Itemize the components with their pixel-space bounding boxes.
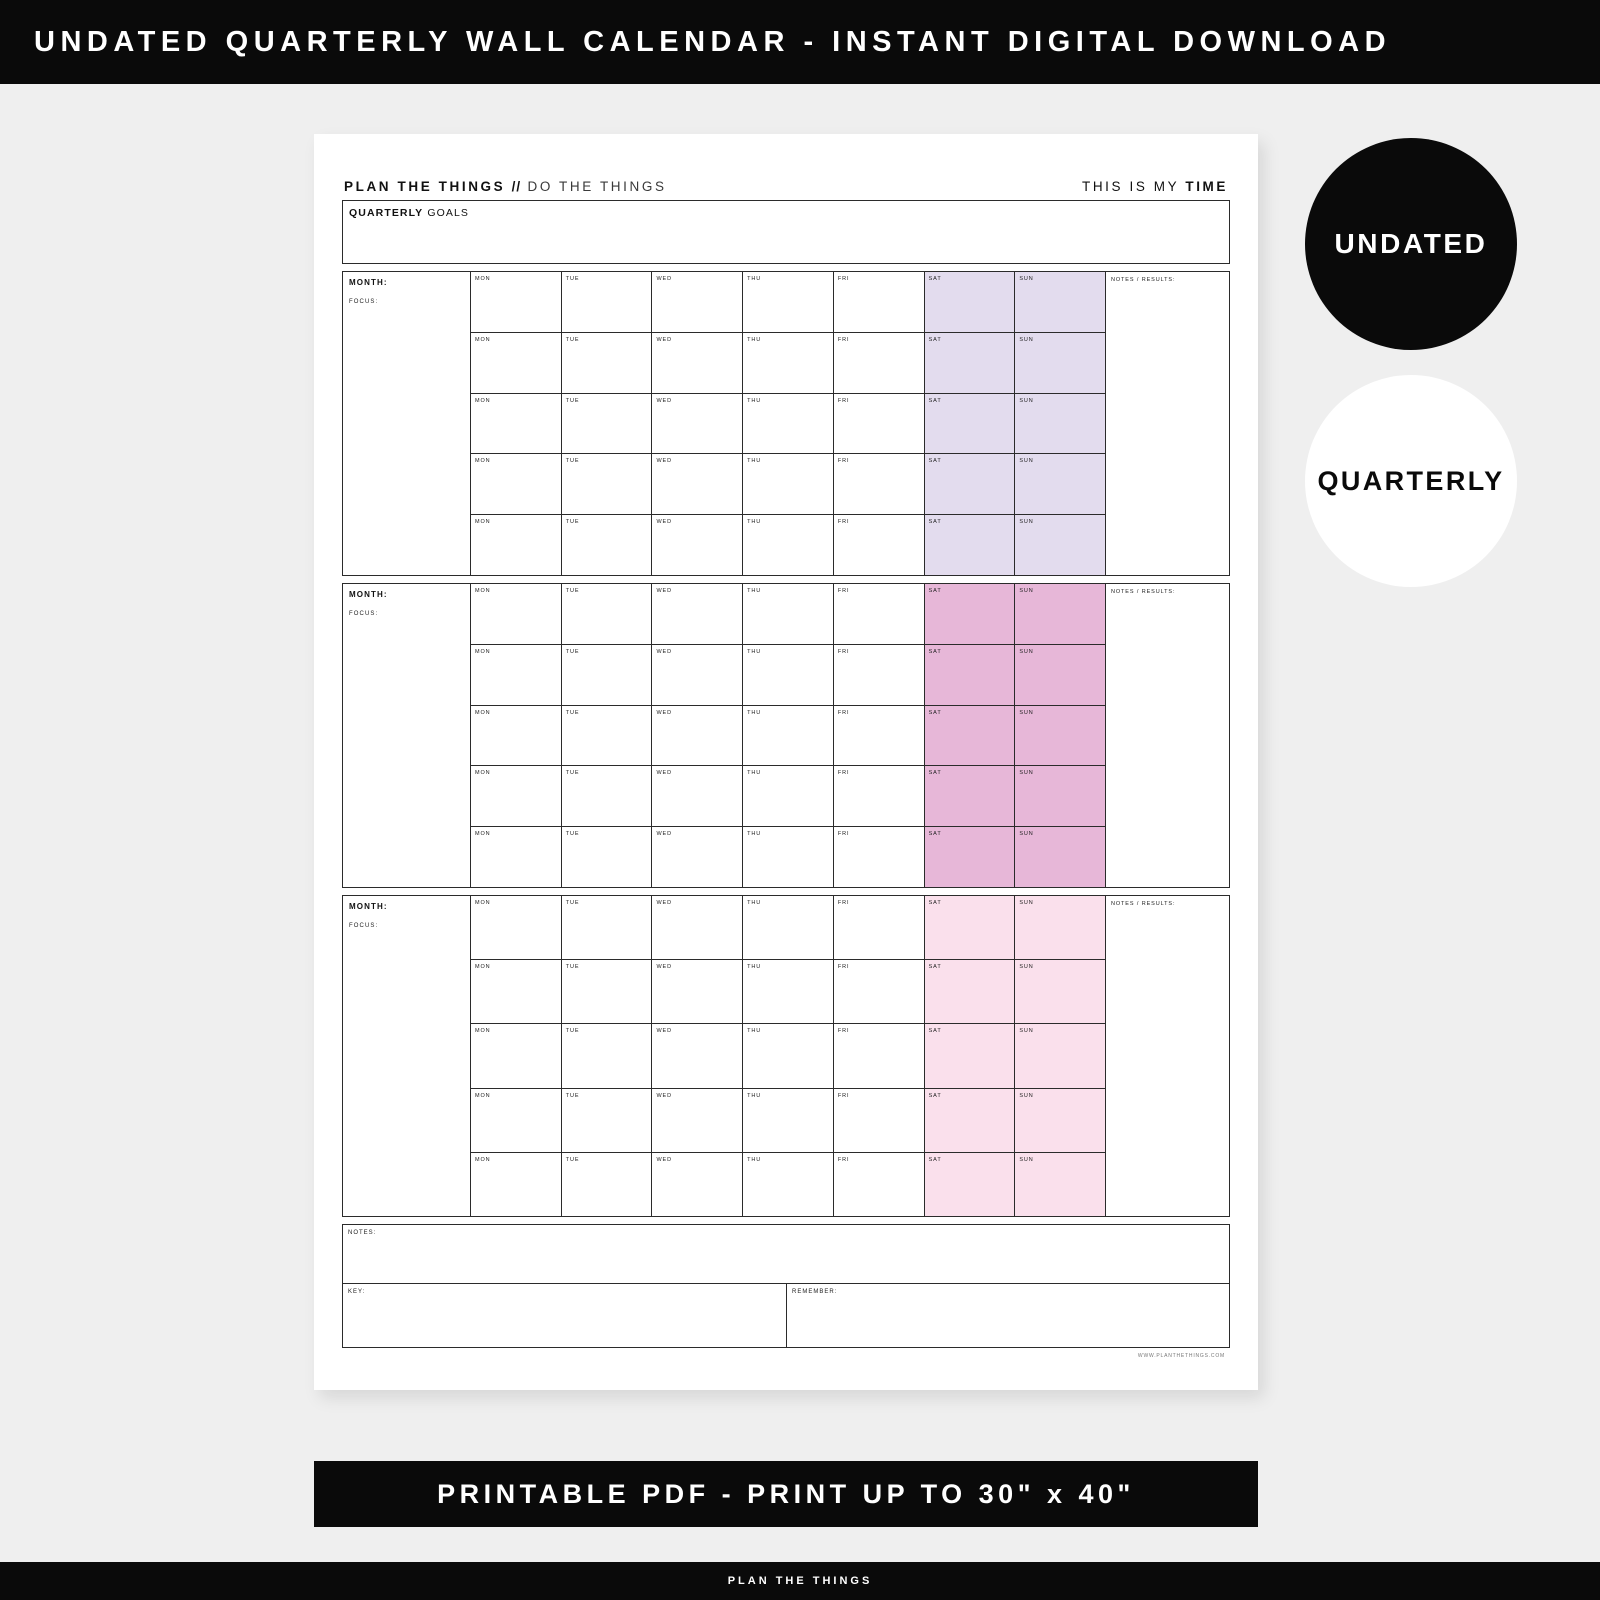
- header-tagline: DO THE THINGS: [527, 179, 667, 194]
- month-block: [342, 583, 1230, 888]
- weekday-label: MON: [475, 397, 491, 404]
- page-header: [342, 158, 1230, 194]
- week-row: [471, 454, 1105, 515]
- day-cell[interactable]: [1015, 1089, 1105, 1152]
- day-cell[interactable]: [834, 1153, 925, 1216]
- top-banner: [0, 0, 1600, 84]
- day-cell[interactable]: [652, 1024, 743, 1087]
- key-box[interactable]: [343, 1284, 787, 1347]
- week-row: [471, 827, 1105, 887]
- bottom-banner-text: PLAN THE THINGS: [727, 1575, 873, 1587]
- weekday-label: SUN: [1019, 770, 1034, 777]
- weekday-label: MON: [475, 458, 491, 465]
- day-cell[interactable]: [925, 827, 1016, 887]
- quarterly-goals-label-bold: QUARTERLY: [349, 207, 424, 219]
- weekday-label: WED: [656, 964, 672, 971]
- day-cell[interactable]: [562, 960, 653, 1023]
- weekday-label: WED: [656, 588, 672, 594]
- day-cell[interactable]: [925, 454, 1016, 514]
- weekday-label: WED: [656, 458, 672, 465]
- weekday-label: MON: [475, 336, 491, 343]
- weekday-label: SUN: [1019, 964, 1034, 971]
- day-cell[interactable]: [925, 896, 1016, 959]
- day-cell[interactable]: [471, 333, 562, 393]
- page-header-right: [1082, 179, 1228, 194]
- header-right-bold: TIME: [1185, 179, 1228, 194]
- weekday-label: SAT: [928, 648, 942, 655]
- month-label: MONTH:: [349, 278, 388, 287]
- day-cell[interactable]: [562, 272, 653, 332]
- week-row: [471, 584, 1105, 645]
- weekday-label: FRI: [837, 831, 850, 838]
- month-grid: [471, 896, 1105, 1216]
- weekday-label: WED: [656, 1028, 672, 1035]
- day-cell[interactable]: [652, 896, 743, 959]
- weekday-label: FRI: [837, 1092, 850, 1099]
- day-cell[interactable]: [471, 960, 562, 1023]
- weekday-label: FRI: [837, 709, 850, 716]
- weekday-label: FRI: [837, 964, 850, 971]
- weekday-label: THU: [747, 964, 762, 971]
- weekday-label: WED: [656, 276, 672, 282]
- day-cell[interactable]: [471, 827, 562, 887]
- weekday-label: WED: [656, 397, 672, 404]
- weekday-label: THU: [747, 588, 762, 594]
- day-cell[interactable]: [743, 766, 834, 826]
- weekday-label: TUE: [565, 397, 580, 404]
- day-cell[interactable]: [743, 827, 834, 887]
- day-cell[interactable]: [743, 1153, 834, 1216]
- calendar-page: [314, 134, 1258, 1390]
- day-cell[interactable]: [652, 766, 743, 826]
- day-cell[interactable]: [562, 454, 653, 514]
- day-cell[interactable]: [834, 827, 925, 887]
- day-cell[interactable]: [925, 394, 1016, 454]
- day-cell[interactable]: [652, 394, 743, 454]
- day-cell[interactable]: [652, 1089, 743, 1152]
- day-cell[interactable]: [1015, 1153, 1105, 1216]
- month-info-column[interactable]: [343, 896, 471, 1216]
- day-cell[interactable]: [652, 584, 743, 644]
- week-row: [471, 896, 1105, 960]
- week-row: [471, 1153, 1105, 1216]
- weekday-label: SAT: [928, 1092, 942, 1099]
- weekday-label: FRI: [837, 397, 850, 404]
- weekday-label: FRI: [837, 336, 850, 343]
- weekday-label: SUN: [1019, 276, 1034, 282]
- weekday-label: THU: [747, 831, 762, 838]
- weekday-label: SAT: [928, 831, 942, 838]
- weekday-label: SAT: [928, 336, 942, 343]
- weekday-label: SAT: [928, 276, 942, 282]
- day-cell[interactable]: [562, 394, 653, 454]
- day-cell[interactable]: [652, 827, 743, 887]
- weekday-label: SUN: [1019, 336, 1034, 343]
- day-cell[interactable]: [562, 645, 653, 705]
- day-cell[interactable]: [834, 960, 925, 1023]
- day-cell[interactable]: [471, 766, 562, 826]
- day-cell[interactable]: [652, 515, 743, 575]
- notes-results-label: NOTES / RESULTS:: [1111, 589, 1176, 595]
- day-cell[interactable]: [1015, 960, 1105, 1023]
- weekday-label: MON: [475, 1092, 491, 1099]
- weekday-label: SUN: [1019, 900, 1034, 906]
- weekday-label: TUE: [565, 336, 580, 343]
- weekday-label: FRI: [837, 648, 850, 655]
- weekday-label: SUN: [1019, 1156, 1034, 1163]
- weekday-label: THU: [747, 458, 762, 465]
- weekday-label: TUE: [565, 519, 580, 526]
- weekday-label: TUE: [565, 588, 580, 594]
- weekday-label: MON: [475, 709, 491, 716]
- day-cell[interactable]: [925, 645, 1016, 705]
- weekday-label: SAT: [928, 709, 942, 716]
- month-notes-column[interactable]: [1105, 896, 1229, 1216]
- day-cell[interactable]: [1015, 766, 1105, 826]
- notes-label: NOTES:: [348, 1230, 377, 1236]
- weekday-label: MON: [475, 770, 491, 777]
- weekday-label: TUE: [565, 831, 580, 838]
- day-cell[interactable]: [652, 1153, 743, 1216]
- weekday-label: SAT: [928, 588, 942, 594]
- weekday-label: MON: [475, 588, 491, 594]
- weekday-label: SAT: [928, 964, 942, 971]
- weekday-label: TUE: [565, 709, 580, 716]
- weekday-label: SUN: [1019, 709, 1034, 716]
- day-cell[interactable]: [834, 706, 925, 766]
- weekday-label: THU: [747, 709, 762, 716]
- weekday-label: FRI: [837, 1156, 850, 1163]
- month-block: [342, 895, 1230, 1217]
- weekday-label: FRI: [837, 458, 850, 465]
- weekday-label: SUN: [1019, 519, 1034, 526]
- day-cell[interactable]: [562, 1024, 653, 1087]
- weekday-label: FRI: [837, 770, 850, 777]
- month-grid: [471, 272, 1105, 575]
- day-cell[interactable]: [1015, 645, 1105, 705]
- month-grid: [471, 584, 1105, 887]
- quarterly-goals-box[interactable]: [342, 200, 1230, 264]
- weekday-label: TUE: [565, 1028, 580, 1035]
- day-cell[interactable]: [743, 454, 834, 514]
- day-cell[interactable]: [743, 394, 834, 454]
- weekday-label: MON: [475, 648, 491, 655]
- day-cell[interactable]: [743, 896, 834, 959]
- day-cell[interactable]: [562, 515, 653, 575]
- day-cell[interactable]: [652, 333, 743, 393]
- weekday-label: FRI: [837, 519, 850, 526]
- day-cell[interactable]: [834, 1089, 925, 1152]
- key-label: KEY:: [348, 1289, 366, 1295]
- week-row: [471, 766, 1105, 827]
- weekday-label: MON: [475, 1156, 491, 1163]
- weekday-label: TUE: [565, 648, 580, 655]
- day-cell[interactable]: [834, 1024, 925, 1087]
- focus-label: FOCUS:: [349, 299, 379, 305]
- day-cell[interactable]: [652, 960, 743, 1023]
- remember-box[interactable]: [787, 1284, 1229, 1359]
- day-cell[interactable]: [471, 645, 562, 705]
- header-separator: //: [511, 179, 522, 194]
- day-cell[interactable]: [1015, 706, 1105, 766]
- weekday-label: FRI: [837, 276, 850, 282]
- weekday-label: TUE: [565, 964, 580, 971]
- day-cell[interactable]: [925, 1089, 1016, 1152]
- weekday-label: THU: [747, 648, 762, 655]
- day-cell[interactable]: [652, 706, 743, 766]
- badge-undated-label: UNDATED: [1334, 228, 1488, 259]
- week-row: [471, 333, 1105, 394]
- month-label: MONTH:: [349, 590, 388, 599]
- weekday-label: SAT: [928, 900, 942, 906]
- weekday-label: TUE: [565, 1092, 580, 1099]
- day-cell[interactable]: [834, 454, 925, 514]
- notes-results-label: NOTES / RESULTS:: [1111, 277, 1176, 283]
- day-cell[interactable]: [743, 706, 834, 766]
- calendar-page-content: [342, 158, 1230, 1366]
- weekday-label: SAT: [928, 397, 942, 404]
- weekday-label: TUE: [565, 900, 580, 906]
- weekday-label: SAT: [928, 1028, 942, 1035]
- weekday-label: SUN: [1019, 458, 1034, 465]
- day-cell[interactable]: [834, 896, 925, 959]
- badge-quarterly: [1305, 375, 1517, 587]
- day-cell[interactable]: [652, 454, 743, 514]
- month-blocks: [342, 271, 1230, 1217]
- weekday-label: FRI: [837, 588, 850, 594]
- quarterly-goals-label: [349, 207, 469, 219]
- day-cell[interactable]: [471, 272, 562, 332]
- weekday-label: WED: [656, 336, 672, 343]
- day-cell[interactable]: [925, 1024, 1016, 1087]
- weekday-label: SUN: [1019, 397, 1034, 404]
- month-info-column[interactable]: [343, 272, 471, 575]
- printable-pdf-banner-text: PRINTABLE PDF - PRINT UP TO 30" x 40": [437, 1478, 1135, 1509]
- weekday-label: SAT: [928, 1156, 942, 1163]
- day-cell[interactable]: [743, 333, 834, 393]
- focus-label: FOCUS:: [349, 611, 379, 617]
- weekday-label: SUN: [1019, 588, 1034, 594]
- day-cell[interactable]: [834, 272, 925, 332]
- week-row: [471, 645, 1105, 706]
- weekday-label: MON: [475, 964, 491, 971]
- brand-title: PLAN THE THINGS: [344, 179, 506, 194]
- notes-results-label: NOTES / RESULTS:: [1111, 901, 1176, 907]
- weekday-label: WED: [656, 648, 672, 655]
- week-row: [471, 1024, 1105, 1088]
- day-cell[interactable]: [743, 1089, 834, 1152]
- weekday-label: WED: [656, 900, 672, 906]
- weekday-label: THU: [747, 397, 762, 404]
- day-cell[interactable]: [834, 394, 925, 454]
- weekday-label: SUN: [1019, 1028, 1034, 1035]
- weekday-label: MON: [475, 1028, 491, 1035]
- day-cell[interactable]: [1015, 896, 1105, 959]
- day-cell[interactable]: [743, 645, 834, 705]
- weekday-label: FRI: [837, 900, 850, 906]
- week-row: [471, 515, 1105, 575]
- day-cell[interactable]: [652, 272, 743, 332]
- day-cell[interactable]: [652, 645, 743, 705]
- day-cell[interactable]: [925, 333, 1016, 393]
- weekday-label: SUN: [1019, 831, 1034, 838]
- header-right-light: THIS IS MY: [1081, 179, 1179, 194]
- top-banner-text: UNDATED QUARTERLY WALL CALENDAR - INSTANT DIGITAL DOWNLOAD: [34, 25, 1392, 58]
- day-cell[interactable]: [925, 960, 1016, 1023]
- day-cell[interactable]: [471, 454, 562, 514]
- month-notes-column[interactable]: [1105, 584, 1229, 887]
- day-cell[interactable]: [1015, 584, 1105, 644]
- day-cell[interactable]: [562, 1089, 653, 1152]
- day-cell[interactable]: [1015, 333, 1105, 393]
- week-row: [471, 394, 1105, 455]
- weekday-label: WED: [656, 709, 672, 716]
- day-cell[interactable]: [471, 896, 562, 959]
- day-cell[interactable]: [743, 1024, 834, 1087]
- weekday-label: MON: [475, 519, 491, 526]
- day-cell[interactable]: [471, 706, 562, 766]
- day-cell[interactable]: [743, 272, 834, 332]
- day-cell[interactable]: [471, 1024, 562, 1087]
- day-cell[interactable]: [834, 584, 925, 644]
- weekday-label: WED: [656, 1092, 672, 1099]
- printable-pdf-banner: [314, 1461, 1258, 1527]
- day-cell[interactable]: [562, 584, 653, 644]
- day-cell[interactable]: [925, 584, 1016, 644]
- key-remember-row: [342, 1284, 1230, 1359]
- weekday-label: WED: [656, 519, 672, 526]
- weekday-label: THU: [747, 1156, 762, 1163]
- weekday-label: SAT: [928, 458, 942, 465]
- weekday-label: THU: [747, 900, 762, 906]
- weekday-label: THU: [747, 276, 762, 282]
- weekday-label: TUE: [565, 458, 580, 465]
- day-cell[interactable]: [834, 515, 925, 575]
- day-cell[interactable]: [925, 706, 1016, 766]
- weekday-label: WED: [656, 831, 672, 838]
- day-cell[interactable]: [834, 766, 925, 826]
- remember-label: REMEMBER:: [792, 1289, 838, 1295]
- day-cell[interactable]: [925, 515, 1016, 575]
- weekday-label: TUE: [565, 276, 580, 282]
- day-cell[interactable]: [743, 584, 834, 644]
- weekday-label: THU: [747, 1028, 762, 1035]
- day-cell[interactable]: [743, 515, 834, 575]
- day-cell[interactable]: [925, 766, 1016, 826]
- day-cell[interactable]: [1015, 272, 1105, 332]
- day-cell[interactable]: [471, 1153, 562, 1216]
- day-cell[interactable]: [925, 1153, 1016, 1216]
- website-text: WWW.PLANTHETHINGS.COM: [1137, 1353, 1225, 1359]
- day-cell[interactable]: [562, 827, 653, 887]
- weekday-label: THU: [747, 336, 762, 343]
- week-row: [471, 272, 1105, 333]
- weekday-label: MON: [475, 900, 491, 906]
- weekday-label: SUN: [1019, 648, 1034, 655]
- month-label: MONTH:: [349, 902, 388, 911]
- day-cell[interactable]: [562, 896, 653, 959]
- day-cell[interactable]: [1015, 827, 1105, 887]
- weekday-label: WED: [656, 770, 672, 777]
- month-info-column[interactable]: [343, 584, 471, 887]
- weekday-label: SAT: [928, 770, 942, 777]
- page-header-left: [344, 179, 667, 194]
- weekday-label: MON: [475, 831, 491, 838]
- day-cell[interactable]: [925, 272, 1016, 332]
- day-cell[interactable]: [1015, 394, 1105, 454]
- weekday-label: TUE: [565, 1156, 580, 1163]
- weekday-label: SAT: [928, 519, 942, 526]
- day-cell[interactable]: [1015, 515, 1105, 575]
- quarterly-goals-label-light: GOALS: [427, 207, 469, 219]
- day-cell[interactable]: [834, 645, 925, 705]
- weekday-label: TUE: [565, 770, 580, 777]
- day-cell[interactable]: [562, 766, 653, 826]
- notes-box[interactable]: [342, 1224, 1230, 1284]
- weekday-label: THU: [747, 519, 762, 526]
- weekday-label: MON: [475, 276, 491, 282]
- week-row: [471, 706, 1105, 767]
- weekday-label: WED: [656, 1156, 672, 1163]
- day-cell[interactable]: [562, 706, 653, 766]
- day-cell[interactable]: [471, 515, 562, 575]
- month-block: [342, 271, 1230, 576]
- day-cell[interactable]: [1015, 454, 1105, 514]
- weekday-label: THU: [747, 770, 762, 777]
- bottom-banner: [0, 1562, 1600, 1600]
- weekday-label: FRI: [837, 1028, 850, 1035]
- day-cell[interactable]: [743, 960, 834, 1023]
- badge-quarterly-label: QUARTERLY: [1317, 465, 1505, 496]
- day-cell[interactable]: [562, 1153, 653, 1216]
- day-cell[interactable]: [471, 584, 562, 644]
- day-cell[interactable]: [562, 333, 653, 393]
- day-cell[interactable]: [834, 333, 925, 393]
- day-cell[interactable]: [471, 394, 562, 454]
- week-row: [471, 1089, 1105, 1153]
- badge-undated: [1305, 138, 1517, 350]
- week-row: [471, 960, 1105, 1024]
- day-cell[interactable]: [1015, 1024, 1105, 1087]
- day-cell[interactable]: [471, 1089, 562, 1152]
- weekday-label: SUN: [1019, 1092, 1034, 1099]
- month-notes-column[interactable]: [1105, 272, 1229, 575]
- weekday-label: THU: [747, 1092, 762, 1099]
- focus-label: FOCUS:: [349, 923, 379, 929]
